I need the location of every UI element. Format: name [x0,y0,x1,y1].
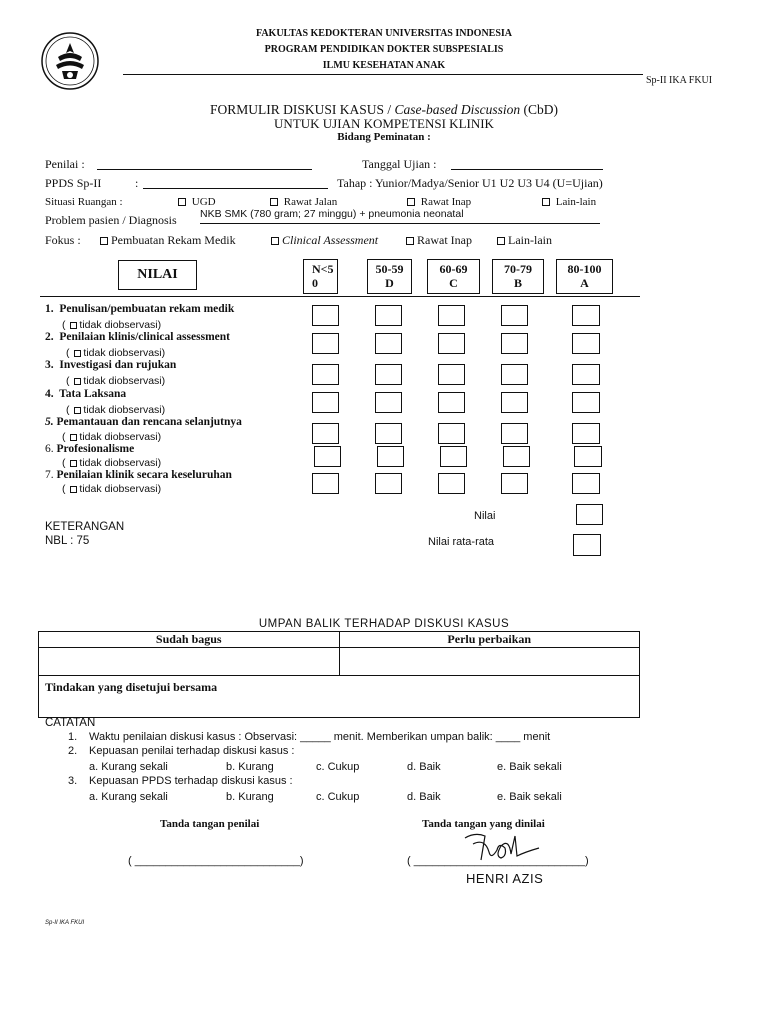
feedback-cell-perlu-perbaikan[interactable] [339,648,640,676]
grade-header-rule [40,296,640,297]
score-box-r3-c5[interactable] [572,364,600,385]
signature-dinilai-name: HENRI AZIS [466,871,544,886]
score-box-r2-c1[interactable] [312,333,339,354]
score-box-r4-c2[interactable] [375,392,402,413]
fokus-option-clinical[interactable]: Clinical Assessment [271,233,378,248]
option-kurang[interactable]: b. Kurang [226,761,274,773]
score-box-r6-c4[interactable] [503,446,530,467]
nilai-rata-box[interactable] [573,534,601,556]
checkbox-icon [406,237,414,245]
fokus-option-rekam-medik[interactable]: Pembuatan Rekam Medik [100,233,236,248]
score-box-r7-c5[interactable] [572,473,600,494]
option-cukup[interactable]: c. Cukup [316,761,360,773]
feedback-col-sudah-bagus: Sudah bagus [39,632,340,648]
tahap-label: Tahap : Yunior/Madya/Senior U1 U2 U3 U4 (U=Ujian) [337,176,603,190]
criterion-label: 6. Profesionalisme [45,443,135,455]
catatan-item1: Waktu penilaian diskusi kasus : Observasi: _____ menit. Memberikan umpan balik: ____ menit [89,731,551,743]
option-kurang[interactable]: b. Kurang [226,791,274,803]
header-code: Sp-II IKA FKUI [646,75,713,86]
checkbox-icon [70,322,77,329]
checkbox-icon [70,460,77,467]
feedback-col-perlu-perbaikan: Perlu perbaikan [339,632,640,648]
option-kurang-sekali[interactable]: a. Kurang sekali [89,761,168,773]
fokus-option-lain[interactable]: Lain-lain [497,233,552,248]
criterion-note: ( tidak diobservasi) [62,457,162,469]
grade-col-3: 70-79 B [492,259,544,294]
criterion-note: ( tidak diobservasi) [66,375,166,387]
form-subtitle: UNTUK UJIAN KOMPETENSI KLINIK [274,116,494,131]
signature-dinilai-field[interactable]: ( ____________________________) [407,855,589,867]
penilai-field[interactable] [97,169,312,170]
situasi-option-rawat-jalan[interactable]: Rawat Jalan [270,196,337,208]
score-box-r5-c2[interactable] [375,423,402,444]
checkbox-icon [70,486,77,493]
score-box-r3-c4[interactable] [501,364,528,385]
score-box-r7-c1[interactable] [312,473,339,494]
ppds-colon: : [135,176,139,190]
score-box-r6-c1[interactable] [314,446,341,467]
nilai-total-box[interactable] [576,504,603,525]
score-box-r1-c3[interactable] [438,305,465,326]
checkbox-icon [497,237,505,245]
catatan-item1-num: 1. [68,731,78,743]
score-box-r4-c5[interactable] [572,392,600,413]
grade-col-0: N<5 0 [303,259,338,294]
grade-col-1: 50-59 D [367,259,412,294]
criterion-label: 3. Investigasi dan rujukan [45,359,177,371]
checkbox-icon [74,378,81,385]
option-kurang-sekali[interactable]: a. Kurang sekali [89,791,168,803]
situasi-option-ugd[interactable]: UGD [178,196,216,208]
nilai-rata-label: Nilai rata-rata [428,536,495,548]
score-box-r2-c4[interactable] [501,333,528,354]
catatan-item2-num: 2. [68,745,78,757]
score-box-r1-c5[interactable] [572,305,600,326]
checkbox-icon [100,237,108,245]
criterion-note: ( tidak diobservasi) [66,347,166,359]
nilai-header-box: NILAI [118,260,197,290]
signature-penilai-field[interactable]: ( ___________________________) [128,855,304,867]
option-cukup[interactable]: c. Cukup [316,791,360,803]
ppds-label: PPDS Sp-II [45,176,102,190]
situasi-label: Situasi Ruangan : [45,196,123,208]
option-baik[interactable]: d. Baik [407,791,441,803]
feedback-title: UMPAN BALIK TERHADAP DISKUSI KASUS [258,618,510,630]
signature-dinilai-label: Tanda tangan yang dinilai [422,818,545,830]
checkbox-icon [542,198,550,206]
tindakan-label: Tindakan yang disetujui bersama [45,680,218,694]
option-baik-sekali[interactable]: e. Baik sekali [497,761,562,773]
score-box-r3-c1[interactable] [312,364,339,385]
grade-col-4: 80-100 A [556,259,613,294]
problem-field-line [200,223,600,224]
criterion-label: 4. Tata Laksana [45,388,127,400]
form-title: FORMULIR DISKUSI KASUS / Case-based Discussion (CbD) [209,102,559,117]
feedback-table [38,631,640,718]
score-box-r6-c3[interactable] [440,446,467,467]
tanggal-field[interactable] [451,169,603,170]
criterion-label: 1. Penulisan/pembuatan rekam medik [45,303,235,315]
score-box-r4-c4[interactable] [501,392,528,413]
score-box-r7-c4[interactable] [501,473,528,494]
nbl-label: NBL : 75 [45,535,90,547]
feedback-cell-sudah-bagus[interactable] [39,648,340,676]
criterion-note: ( tidak diobservasi) [62,483,162,495]
score-box-r2-c2[interactable] [375,333,402,354]
score-box-r3-c3[interactable] [438,364,465,385]
checkbox-icon [270,198,278,206]
situasi-option-lain[interactable]: Lain-lain [542,196,596,208]
score-box-r4-c1[interactable] [312,392,339,413]
header-program: PROGRAM PENDIDIKAN DOKTER SUBSPESIALIS [264,44,504,55]
score-box-r2-c5[interactable] [572,333,600,354]
penilai-label: Penilai : [45,157,85,171]
checkbox-icon [271,237,279,245]
checkbox-icon [178,198,186,206]
catatan-item2: Kepuasan penilai terhadap diskusi kasus : [89,745,295,757]
problem-label: Problem pasien / Diagnosis [45,213,177,227]
grade-col-2: 60-69 C [427,259,480,294]
problem-value[interactable]: NKB SMK (780 gram; 27 minggu) + pneumonia neonatal [200,208,464,220]
criterion-note: ( tidak diobservasi) [66,404,166,416]
catatan-item3: Kepuasan PPDS terhadap diskusi kasus : [89,775,293,787]
score-box-r5-c5[interactable] [572,423,600,444]
criterion-label: 2. Penilaian klinis/clinical assessment [45,331,230,343]
signature-penilai-label: Tanda tangan penilai [160,818,260,830]
score-box-r7-c2[interactable] [375,473,402,494]
option-baik-sekali[interactable]: e. Baik sekali [497,791,562,803]
ppds-field[interactable] [143,188,328,189]
fokus-option-rawat-inap[interactable]: Rawat Inap [406,233,472,248]
criterion-note: ( tidak diobservasi) [62,431,162,443]
criterion-label: 7. Penilaian klinik secara keseluruhan [45,469,232,481]
score-box-r3-c2[interactable] [375,364,402,385]
criterion-label: 5. Pemantauan dan rencana selanjutnya [45,416,242,428]
score-box-r1-c2[interactable] [375,305,402,326]
checkbox-icon [70,434,77,441]
score-box-r1-c1[interactable] [312,305,339,326]
score-box-r7-c3[interactable] [438,473,465,494]
footer-code: Sp-II IKA FKUI [45,920,85,926]
checkbox-icon [74,350,81,357]
header-department: ILMU KESEHATAN ANAK [322,60,446,71]
fokus-label: Fokus : [45,233,81,247]
header-faculty: FAKULTAS KEDOKTERAN UNIVERSITAS INDONESIA [255,28,513,39]
situasi-option-rawat-inap[interactable]: Rawat Inap [407,196,471,208]
feedback-tindakan[interactable] [39,676,640,718]
score-box-r5-c1[interactable] [312,423,339,444]
bidang-peminatan: Bidang Peminatan : [337,131,431,143]
score-box-r6-c5[interactable] [574,446,602,467]
score-box-r6-c2[interactable] [377,446,404,467]
nilai-total-label: Nilai [474,510,496,522]
tanggal-label: Tanggal Ujian : [362,157,437,171]
score-box-r5-c4[interactable] [501,423,528,444]
score-box-r4-c3[interactable] [438,392,465,413]
catatan-item3-num: 3. [68,775,78,787]
checkbox-icon [74,407,81,414]
keterangan-label: KETERANGAN [45,521,125,533]
checkbox-icon [407,198,415,206]
score-box-r2-c3[interactable] [438,333,465,354]
option-baik[interactable]: d. Baik [407,761,441,773]
header-rule [123,74,643,75]
score-box-r1-c4[interactable] [501,305,528,326]
criterion-note: ( tidak diobservasi) [62,319,162,331]
catatan-title: CATATAN [45,717,96,729]
score-box-r5-c3[interactable] [438,423,465,444]
